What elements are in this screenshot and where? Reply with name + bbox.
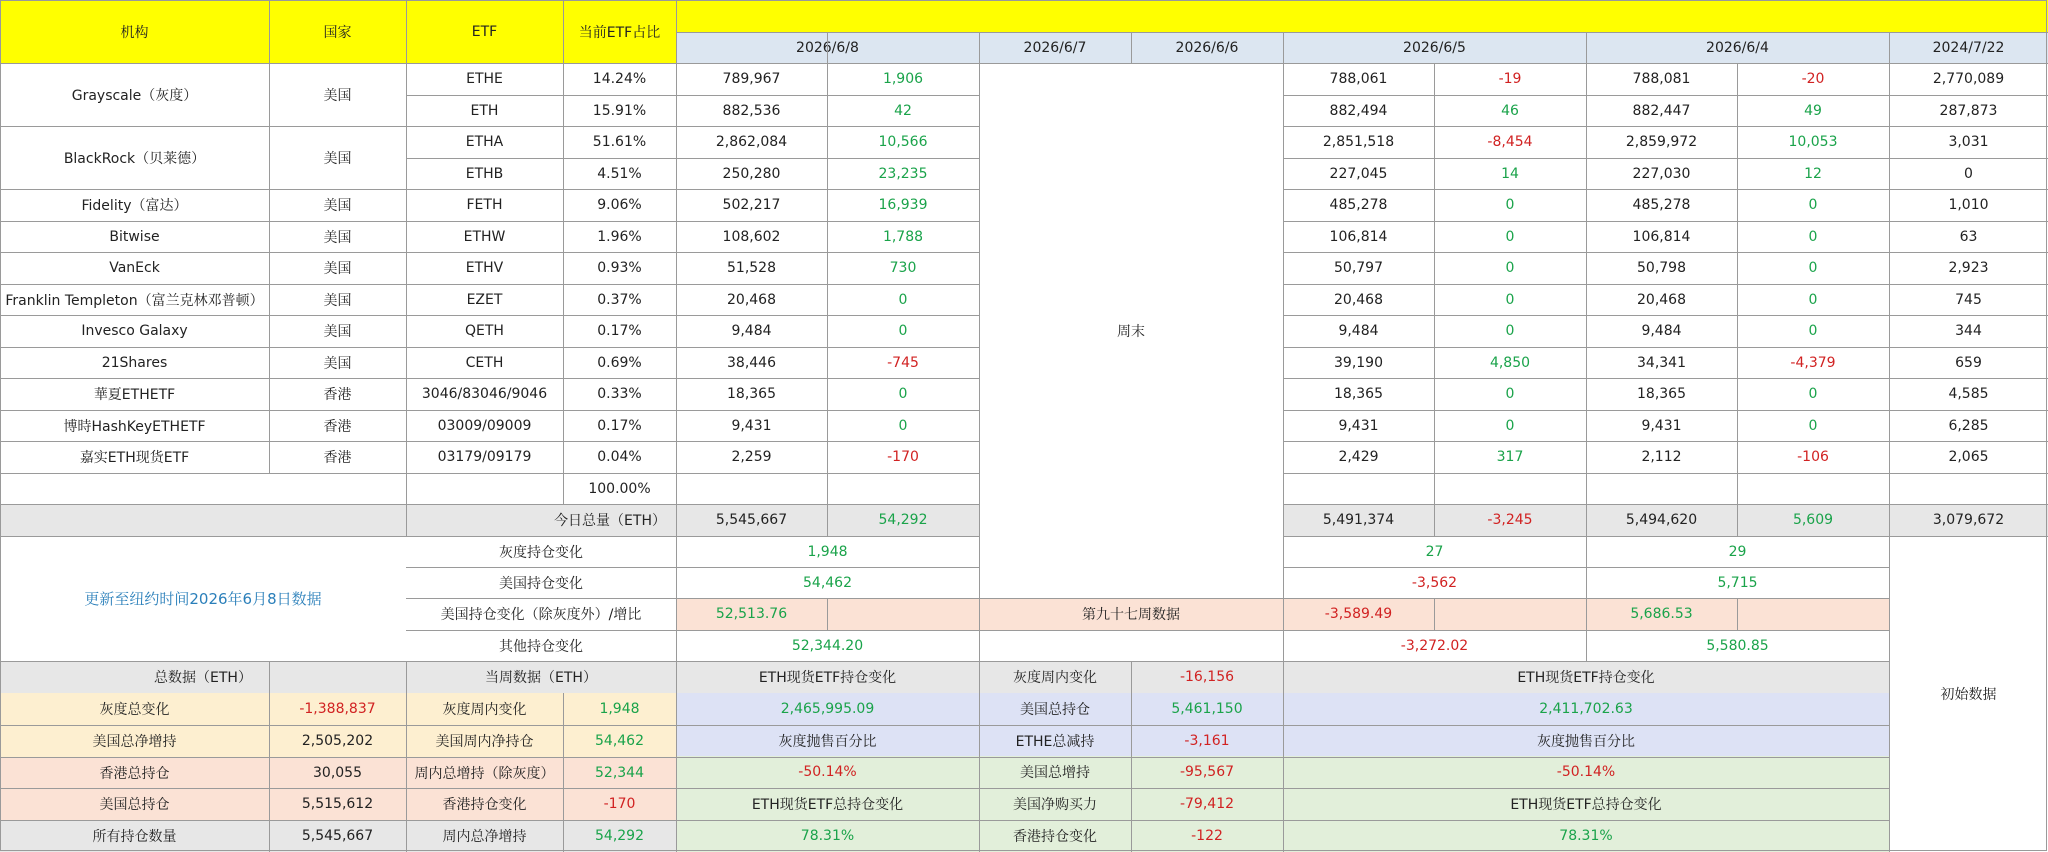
total-0722: 3,079,672 xyxy=(1889,504,2048,536)
change-0605-cell: 0 xyxy=(1505,417,1515,434)
total-row-label: 今日总量（ETH） xyxy=(406,504,676,536)
total-0608: 5,545,667 xyxy=(676,504,827,536)
header-ratio: 当前ETF占比 xyxy=(563,0,676,63)
header-date-0604: 2026/6/4 xyxy=(1586,32,1889,63)
holding-0722-cell: 2,923 xyxy=(1948,260,1989,276)
right-stat-label: 美国净购买力 xyxy=(979,788,1131,820)
etf-ratio-cell: 14.24% xyxy=(592,71,647,87)
change-0604-cell: 0 xyxy=(1808,197,1818,213)
etf-ratio-cell: 0.93% xyxy=(597,260,642,276)
holding-0608-cell: 9,431 xyxy=(731,417,772,434)
change-0608-cell: 23,235 xyxy=(878,165,928,182)
country-cell: 香港 xyxy=(323,387,352,403)
change-0604-cell: 0 xyxy=(1808,260,1818,276)
summary-week-label: 灰度周内变化 xyxy=(406,693,563,725)
header-country: 国家 xyxy=(269,0,406,63)
holding-0722-cell: 287,873 xyxy=(1939,102,1998,119)
far-summary-label: ETH现货ETF持仓变化 xyxy=(1283,661,1889,693)
us-change-label: 美国持仓变化 xyxy=(499,575,583,592)
grayscale-change-label: 灰度持仓变化 xyxy=(499,544,583,561)
far-summary-label: 灰度抛售百分比 xyxy=(1283,725,1889,756)
etf-ratio-cell: 51.61% xyxy=(592,134,647,150)
change-0605-cell: 0 xyxy=(1505,323,1515,339)
etf-ratio-cell: 9.06% xyxy=(597,197,642,213)
holding-0605-cell: 18,365 xyxy=(1334,386,1383,402)
right-stat-value: -95,567 xyxy=(1131,756,1283,788)
summary-week-value: 52,344 xyxy=(563,757,676,788)
holding-0608-cell: 108,602 xyxy=(722,228,781,245)
holding-0722-cell: 0 xyxy=(1964,165,1973,182)
us-change-0605: -3,562 xyxy=(1411,574,1458,591)
summary-week-label: 香港持仓变化 xyxy=(406,788,563,820)
holding-0605-cell: 50,797 xyxy=(1334,260,1383,276)
change-0605-cell: 0 xyxy=(1505,260,1515,276)
etf-ratio-cell: 4.51% xyxy=(597,165,642,182)
far-summary-label: ETH现货ETF总持仓变化 xyxy=(1283,788,1889,820)
institution-cell: 嘉实ETH现货ETF xyxy=(79,450,190,466)
etf-ratio-cell: 1.96% xyxy=(597,228,642,245)
change-0604-cell: 0 xyxy=(1808,386,1818,402)
summary-week-label: 美国周内净持仓 xyxy=(406,725,563,757)
holding-0722-cell: 2,065 xyxy=(1948,449,1989,465)
other-change-0604: 5,580.85 xyxy=(1706,637,1769,654)
institution-cell: 博時HashKeyETHETF xyxy=(63,418,206,435)
change-0605-cell: 0 xyxy=(1505,228,1515,245)
change-0604-cell: 0 xyxy=(1808,291,1818,308)
change-0604-cell: -20 xyxy=(1801,71,1825,87)
mid-summary-value: 78.31% xyxy=(676,820,979,852)
country-cell: 美国 xyxy=(323,355,352,372)
change-0608-cell: 0 xyxy=(898,386,908,402)
right-stat-label: ETHE总减持 xyxy=(979,725,1131,756)
other-change-0608: 52,344.20 xyxy=(791,637,864,654)
holding-0605-cell: 788,061 xyxy=(1329,71,1388,87)
etf-code-cell: EZET xyxy=(466,291,503,308)
us-change-0604: 5,715 xyxy=(1717,574,1758,591)
holding-0604-cell: 9,484 xyxy=(1641,323,1682,339)
institution-cell: 21Shares xyxy=(101,354,168,371)
country-blackrock: 美国 xyxy=(323,150,352,167)
country-cell: 美国 xyxy=(323,324,352,340)
summary-total-value: 30,055 xyxy=(269,757,406,788)
country-cell: 美国 xyxy=(323,261,352,277)
summary-week-value: 54,292 xyxy=(563,820,676,852)
etf-ratio-cell: 0.17% xyxy=(597,417,642,434)
change-0604-cell: 12 xyxy=(1804,165,1822,182)
update-note: 更新至纽约时间2026年6月8日数据 xyxy=(84,590,322,608)
change-0608-cell: 0 xyxy=(898,291,908,308)
holding-0608-cell: 882,536 xyxy=(722,102,781,119)
institution-blackrock: BlackRock（贝莱德） xyxy=(63,150,206,167)
summary-week-header: 当周数据（ETH） xyxy=(406,661,676,693)
change-0605-cell: 0 xyxy=(1505,291,1515,308)
week-number-label: 第九十七周数据 xyxy=(1082,607,1180,623)
far-summary-value: 78.31% xyxy=(1283,820,1889,852)
header-date-0607: 2026/6/7 xyxy=(979,32,1131,63)
change-0608-cell: -170 xyxy=(887,449,919,465)
etf-ratio-cell: 15.91% xyxy=(592,102,647,119)
etf-ratio-cell: 0.04% xyxy=(597,449,642,465)
summary-total-label: 灰度总变化 xyxy=(0,693,269,725)
change-0608-cell: 42 xyxy=(894,102,912,119)
total-0605-change: -3,245 xyxy=(1434,504,1586,536)
summary-total-label: 所有持仓数量 xyxy=(0,820,269,852)
us-change-0608: 54,462 xyxy=(803,574,852,591)
holding-0605-cell: 227,045 xyxy=(1329,165,1388,182)
holding-0608-cell: 2,259 xyxy=(731,449,772,465)
holding-0608-cell: 38,446 xyxy=(727,354,776,371)
holding-0604-cell: 34,341 xyxy=(1637,354,1686,371)
change-0608-cell: -745 xyxy=(887,354,919,371)
holding-0722-cell: 3,031 xyxy=(1948,134,1989,150)
total-0604: 5,494,620 xyxy=(1586,504,1737,536)
ratio-total: 100.00% xyxy=(588,480,651,497)
institution-cell: Franklin Templeton（富兰克林邓普顿） xyxy=(5,292,264,309)
total-0605: 5,491,374 xyxy=(1283,504,1434,536)
weekend-cell: 周末 xyxy=(1117,323,1145,340)
holding-0604-cell: 18,365 xyxy=(1637,386,1686,402)
summary-total-value: -1,388,837 xyxy=(269,693,406,725)
us-ex-change-0608: 52,513.76 xyxy=(715,606,788,622)
etf-code-cell: ETHW xyxy=(463,228,506,245)
holding-0605-cell: 882,494 xyxy=(1329,102,1388,119)
country-cell: 美国 xyxy=(323,292,352,309)
summary-total-value: 5,515,612 xyxy=(269,788,406,820)
holding-0605-cell: 2,429 xyxy=(1338,449,1379,465)
etf-ratio-cell: 0.17% xyxy=(597,323,642,339)
holding-0604-cell: 485,278 xyxy=(1632,197,1691,213)
holding-0722-cell: 63 xyxy=(1959,228,1978,245)
mid-summary-label: ETH现货ETF总持仓变化 xyxy=(676,788,979,820)
change-0608-cell: 0 xyxy=(898,417,908,434)
far-summary-value: 2,411,702.63 xyxy=(1283,693,1889,725)
holding-0722-cell: 745 xyxy=(1955,291,1982,308)
header-date-0606: 2026/6/6 xyxy=(1131,32,1283,63)
holding-0604-cell: 2,859,972 xyxy=(1625,134,1698,150)
summary-week-value: 1,948 xyxy=(563,693,676,725)
summary-total-header: 总数据（ETH） xyxy=(0,661,406,693)
institution-cell: VanEck xyxy=(109,260,160,276)
change-0605-cell: 4,850 xyxy=(1489,354,1531,371)
total-0608-change: 54,292 xyxy=(827,504,979,536)
grayscale-change-0605: 27 xyxy=(1425,543,1444,560)
grayscale-change-0604: 29 xyxy=(1728,543,1747,560)
right-stat-value: -122 xyxy=(1131,820,1283,852)
etf-code-cell: QETH xyxy=(465,323,504,339)
holding-0604-cell: 2,112 xyxy=(1641,449,1682,465)
summary-week-value: -170 xyxy=(563,788,676,820)
change-0604-cell: 10,053 xyxy=(1788,134,1838,150)
summary-week-value: 54,462 xyxy=(563,725,676,757)
etf-code-cell: CETH xyxy=(465,354,504,371)
holding-0722-cell: 6,285 xyxy=(1948,417,1989,434)
right-stat-value: -3,161 xyxy=(1131,725,1283,756)
other-change-0605: -3,272.02 xyxy=(1400,637,1469,654)
etf-code-cell: ETHV xyxy=(465,260,504,276)
etf-ratio-cell: 0.69% xyxy=(597,354,642,371)
mid-summary-label: 灰度抛售百分比 xyxy=(676,725,979,756)
holding-0608-cell: 789,967 xyxy=(722,71,781,87)
institution-cell: Bitwise xyxy=(109,228,160,245)
change-0605-cell: 317 xyxy=(1496,449,1524,465)
header-institution: 机构 xyxy=(0,0,269,63)
etf-ratio-cell: 0.33% xyxy=(597,386,642,402)
holding-0608-cell: 18,365 xyxy=(727,386,776,402)
right-stat-label: 美国总增持 xyxy=(979,756,1131,788)
right-stat-label: 香港持仓变化 xyxy=(979,820,1131,852)
holding-0722-cell: 2,770,089 xyxy=(1932,71,2005,87)
etf-code-cell: ETHB xyxy=(465,165,504,182)
change-0605-cell: -8,454 xyxy=(1487,134,1533,150)
change-0608-cell: 1,906 xyxy=(882,71,924,87)
change-0605-cell: 0 xyxy=(1505,386,1515,402)
change-0608-cell: 0 xyxy=(898,323,908,339)
us-ex-change-label: 美国持仓变化（除灰度外）/增比 xyxy=(440,607,642,623)
institution-cell: Fidelity（富达） xyxy=(81,198,188,214)
mid-summary-label: ETH现货ETF持仓变化 xyxy=(676,661,979,693)
change-0608-cell: 730 xyxy=(889,260,917,276)
holding-0605-cell: 106,814 xyxy=(1329,228,1388,245)
total-0604-change: 5,609 xyxy=(1737,504,1889,536)
holding-0722-cell: 344 xyxy=(1955,323,1982,339)
change-0604-cell: -106 xyxy=(1797,449,1829,465)
summary-week-label: 周内总增持（除灰度） xyxy=(406,757,563,788)
change-0608-cell: 10,566 xyxy=(878,134,928,150)
summary-total-label: 美国总持仓 xyxy=(0,788,269,820)
etf-code-cell: FETH xyxy=(466,197,503,213)
summary-total-value: 5,545,667 xyxy=(269,820,406,852)
holding-0605-cell: 2,851,518 xyxy=(1322,134,1395,150)
holding-0722-cell: 659 xyxy=(1955,354,1982,371)
header-etf: ETF xyxy=(406,0,563,63)
holding-0605-cell: 20,468 xyxy=(1334,291,1383,308)
holding-0608-cell: 502,217 xyxy=(722,197,781,213)
change-0605-cell: 0 xyxy=(1505,197,1515,213)
holding-0608-cell: 250,280 xyxy=(722,165,781,182)
country-grayscale: 美国 xyxy=(323,87,352,104)
us-ex-change-0605: -3,589.49 xyxy=(1324,606,1393,622)
holding-0604-cell: 106,814 xyxy=(1632,228,1691,245)
summary-week-label: 周内总净增持 xyxy=(406,820,563,852)
summary-total-value: 2,505,202 xyxy=(269,725,406,757)
right-stat-label: 美国总持仓 xyxy=(979,693,1131,725)
holding-0604-cell: 50,798 xyxy=(1637,260,1686,276)
change-0608-cell: 16,939 xyxy=(878,197,928,213)
change-0604-cell: -4,379 xyxy=(1790,354,1836,371)
header-date-0722: 2024/7/22 xyxy=(1889,32,2048,63)
holding-0608-cell: 9,484 xyxy=(731,323,772,339)
holding-0608-cell: 51,528 xyxy=(727,260,776,276)
change-0605-cell: -19 xyxy=(1498,71,1522,87)
country-cell: 美国 xyxy=(323,198,352,214)
right-stat-value: 5,461,150 xyxy=(1131,693,1283,725)
other-change-label: 其他持仓变化 xyxy=(499,638,583,655)
summary-total-label: 香港总持仓 xyxy=(0,757,269,788)
etf-code-cell: 3046/83046/9046 xyxy=(421,386,548,402)
grayscale-change-0608: 1,948 xyxy=(807,543,848,560)
right-stat-value: -79,412 xyxy=(1131,788,1283,820)
holding-0604-cell: 788,081 xyxy=(1632,71,1691,87)
initial-data-label: 初始数据 xyxy=(1940,687,1997,703)
holding-0722-cell: 4,585 xyxy=(1948,386,1989,402)
holding-0608-cell: 20,468 xyxy=(727,291,776,308)
etf-ratio-cell: 0.37% xyxy=(597,291,642,308)
header-banner xyxy=(676,0,2048,32)
right-stat-value: -16,156 xyxy=(1131,661,1283,693)
change-0605-cell: 14 xyxy=(1501,165,1519,182)
change-0604-cell: 0 xyxy=(1808,417,1818,434)
etf-code-cell: 03009/09009 xyxy=(437,417,532,434)
header-date-0608: 2026/6/8 xyxy=(676,32,979,63)
holding-0604-cell: 20,468 xyxy=(1637,291,1686,308)
holding-0605-cell: 9,431 xyxy=(1338,417,1379,434)
change-0608-cell: 1,788 xyxy=(882,228,924,245)
change-0605-cell: 46 xyxy=(1501,102,1519,119)
holding-0605-cell: 485,278 xyxy=(1329,197,1388,213)
change-0604-cell: 0 xyxy=(1808,228,1818,245)
institution-cell: 華夏ETHETF xyxy=(93,387,176,403)
change-0604-cell: 0 xyxy=(1808,323,1818,339)
holding-0605-cell: 39,190 xyxy=(1334,354,1383,371)
etf-code-cell: 03179/09179 xyxy=(437,449,532,465)
holding-0608-cell: 2,862,084 xyxy=(715,134,788,150)
country-cell: 香港 xyxy=(323,418,352,435)
etf-code-cell: ETHE xyxy=(466,71,503,87)
holding-0722-cell: 1,010 xyxy=(1948,197,1989,213)
us-ex-change-0604: 5,686.53 xyxy=(1630,606,1693,622)
mid-summary-value: 2,465,995.09 xyxy=(676,693,979,725)
institution-cell: Invesco Galaxy xyxy=(81,323,188,339)
country-cell: 香港 xyxy=(323,450,352,466)
institution-grayscale: Grayscale（灰度） xyxy=(71,87,198,104)
summary-total-label: 美国总净增持 xyxy=(0,725,269,757)
mid-summary-value: -50.14% xyxy=(676,756,979,788)
etf-code-cell: ETH xyxy=(470,102,499,119)
right-stat-label: 灰度周内变化 xyxy=(979,661,1131,693)
header-date-0605: 2026/6/5 xyxy=(1283,32,1586,63)
total-row-band-left xyxy=(0,504,406,536)
holding-0605-cell: 9,484 xyxy=(1338,323,1379,339)
holding-0604-cell: 9,431 xyxy=(1641,417,1682,434)
far-summary-value: -50.14% xyxy=(1283,756,1889,788)
country-cell: 美国 xyxy=(323,229,352,246)
change-0604-cell: 49 xyxy=(1804,102,1822,119)
etf-code-cell: ETHA xyxy=(465,134,504,150)
holding-0604-cell: 227,030 xyxy=(1632,165,1691,182)
holding-0604-cell: 882,447 xyxy=(1632,102,1691,119)
